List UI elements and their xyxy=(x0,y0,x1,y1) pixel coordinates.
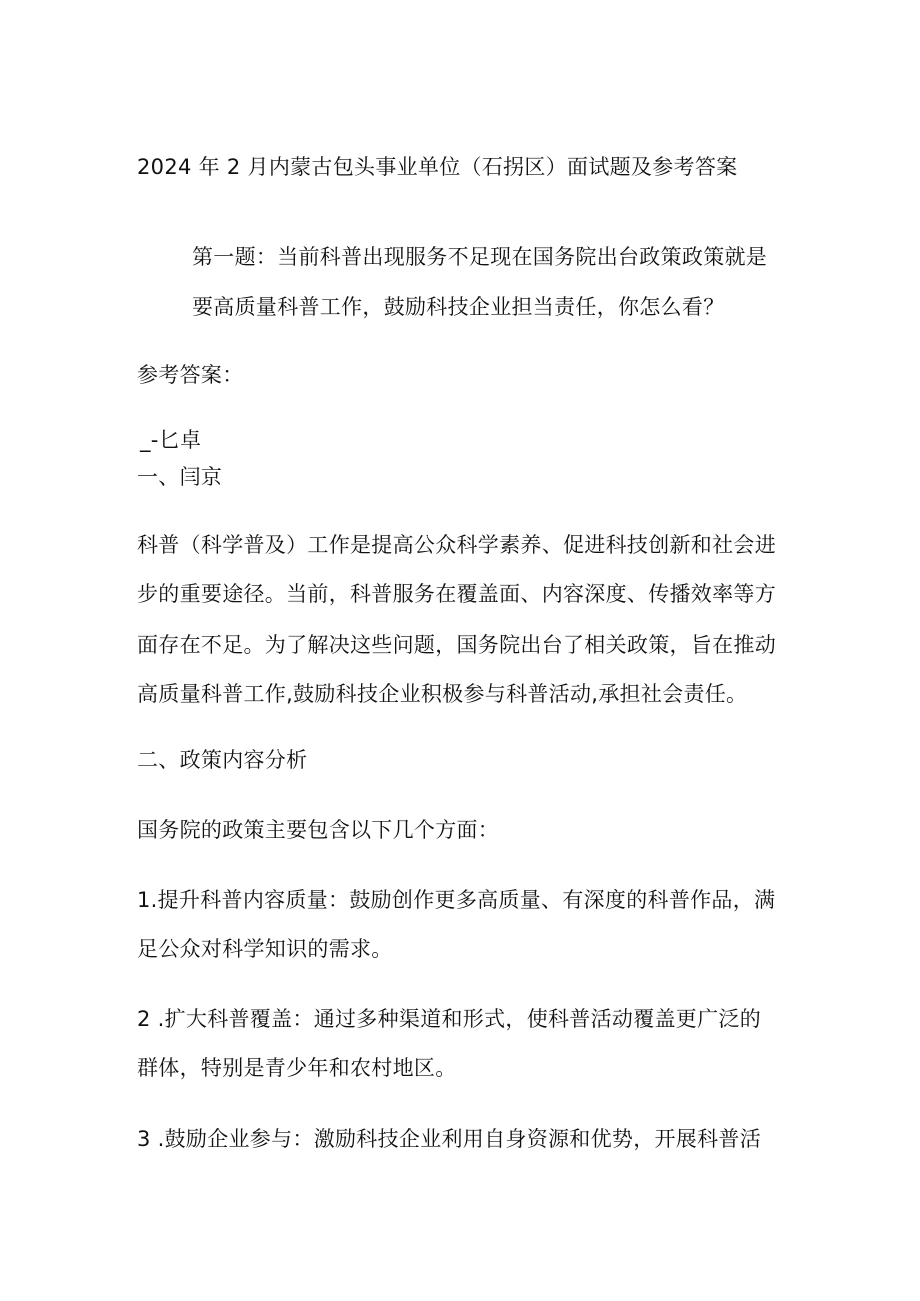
list-item-2-line-2: 群体，特别是青少年和农村地区。 xyxy=(137,1056,457,1080)
list-item-3-line-1: 3 .鼓励企业参与：激励科技企业利用自身资源和优势，开展科普活 xyxy=(137,1127,762,1151)
section-1-paragraph-line: 步的重要途径。当前，科普服务在覆盖面、内容深度、传播效率等方 xyxy=(137,582,776,606)
list-item-1-line-1: 1.提升科普内容质量：鼓励创作更多高质量、有深度的科普作品，满 xyxy=(137,888,776,912)
section-1-paragraph-line: 面存在不足。为了解决这些问题，国务院出台了相关政策，旨在推动 xyxy=(137,633,776,657)
question-line-2: 要高质量科普工作，鼓励科技企业担当责任，你怎么看？ xyxy=(192,295,725,319)
garbled-text: _-匕卓 xyxy=(140,428,202,452)
list-item-2-line-1: 2 .扩大科普覆盖：通过多种渠道和形式，使科普活动覆盖更广泛的 xyxy=(137,1007,762,1031)
section-2-intro: 国务院的政策主要包含以下几个方面： xyxy=(137,818,500,842)
section-2-heading: 二、政策内容分析 xyxy=(137,748,308,772)
question-line-1: 第一题：当前科普出现服务不足现在国务院出台政策政策就是 xyxy=(192,245,768,269)
section-1-paragraph-line: 科普（科学普及）工作是提高公众科学素养、促进科技创新和社会进 xyxy=(137,533,776,557)
section-1-paragraph-line: 高质量科普工作,鼓励科技企业积极参与科普活动,承担社会责任。 xyxy=(137,682,748,706)
answer-label: 参考答案： xyxy=(137,363,244,387)
document-title: 2024 年 2 月内蒙古包头事业单位（石拐区）面试题及参考答案 xyxy=(137,155,738,179)
section-1-heading: 一、闫京 xyxy=(137,465,223,489)
list-item-1-line-2: 足公众对科学知识的需求。 xyxy=(137,937,393,961)
